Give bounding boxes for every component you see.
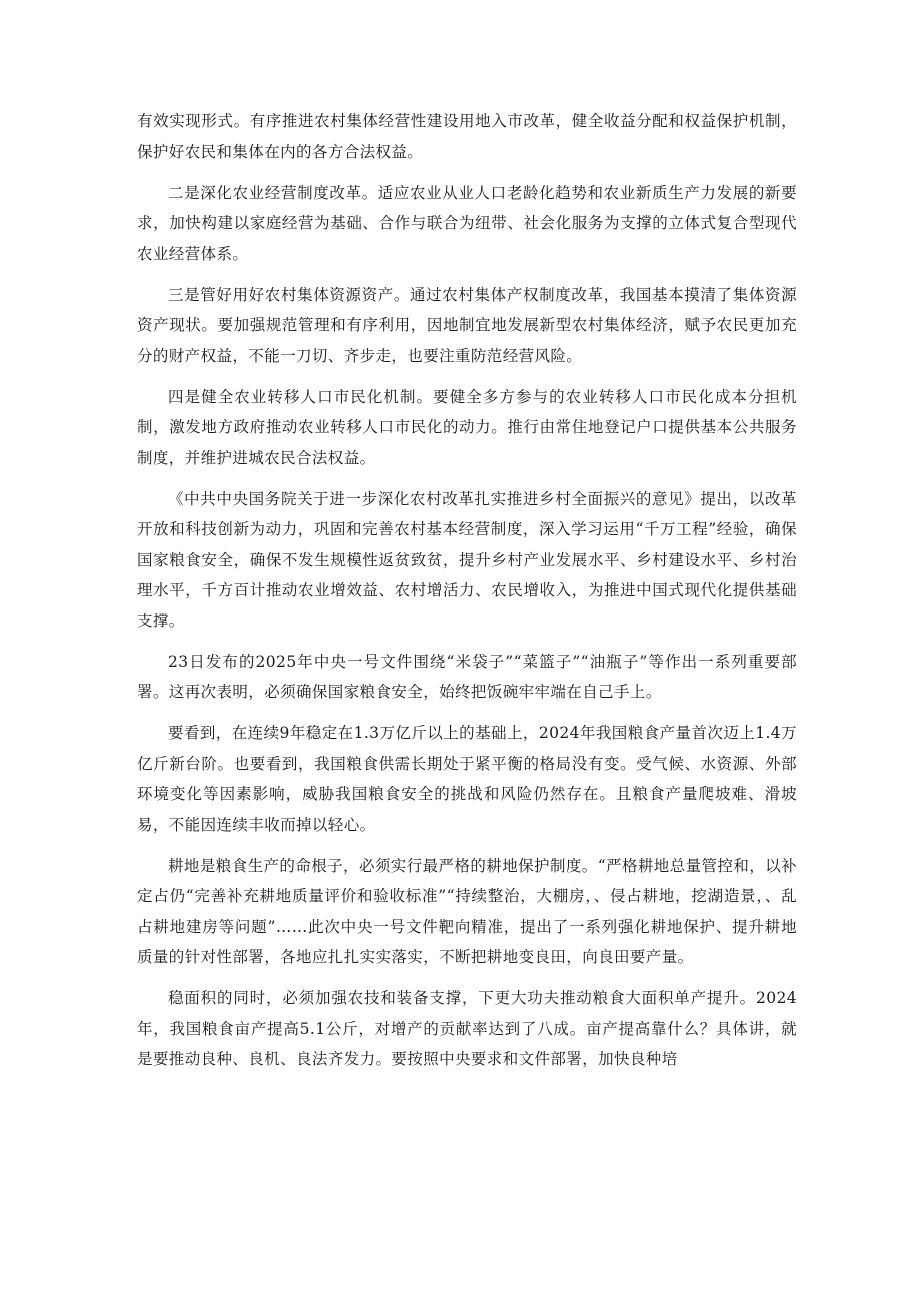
paragraph-6: 23日发布的2025年中央一号文件围绕“米袋子”“菜篮子”“油瓶子”等作出一系列重要部署。这再次表明，必须确保国家粮食安全，始终把饭碗牢牢端在自己手上。	[137, 652, 797, 701]
paragraph-3: 三是管好用好农村集体资源资产。通过农村集体产权制度改革，我国基本摸清了集体资源资产现状。要加强规范管理和有序利用，因地制宜地发展新型农村集体经济，赋予农民更加充分的财产权益，不能一刀切、齐步走，也要注重防范经营风险。	[137, 285, 797, 365]
paragraph-9: 稳面积的同时，必须加强农技和装备支撑，下更大功夫推动粮食大面积单产提升。2024年，我国粮食亩产提高5.1公斤，对增产的贡献率达到了八成。亩产提高靠什么？具体讲，就是要推动良种、良机、良法齐发力。要按照中央要求和文件部署，加快良种培	[137, 989, 797, 1068]
paragraph-8: 耕地是粮食生产的命根子，必须实行最严格的耕地保护制度。“严格耕地总量管控和，以补定占仍“完善补充耕地质量评价和验收标准”“持续整治，大棚房，、侵占耕地，挖湖造景，、乱占耕地建房等问题”……此次中央一号文件靶向精准，提出了一系列强化耕地保护、提升耕地质量的针对性部署，各地应扎扎实实落实，不断把耕地变良田，向良田要产量。	[137, 856, 797, 966]
paragraph-5: 《中共中央国务院关于进一步深化农村改革扎实推进乡村全面振兴的意见》提出，以改革开放和科技创新为动力，巩固和完善农村基本经营制度，深入学习运用“千万工程”经验，确保国家粮食安全，确保不发生规模性返贫致贫，提升乡村产业发展水平、乡村建设水平、乡村治理水平，千方百计推动农业增效益、农村增活力、农民增收入，为推进中国式现代化提供基础支撑。	[137, 489, 797, 630]
paragraph-1: 有效实现形式。有序推进农村集体经营性建设用地入市改革，健全收益分配和权益保护机制，保护好农民和集体在内的各方合法权益。	[137, 112, 797, 161]
paragraph-2: 二是深化农业经营制度改革。适应农业从业人口老龄化趋势和农业新质生产力发展的新要求，加快构建以家庭经营为基础、合作与联合为纽带、社会化服务为支撑的立体式复合型现代农业经营体系。	[137, 183, 797, 263]
paragraph-7: 要看到，在连续9年稳定在1.3万亿斤以上的基础上，2024年我国粮食产量首次迈上1.4万亿斤新台阶。也要看到，我国粮食供需长期处于紧平衡的格局没有变。受气候、水资源、外部环境变化等因素影响，威胁我国粮食安全的挑战和风险仍然存在。且粮食产量爬坡难、滑坡易，不能因连续丰收而掉以轻心。	[137, 724, 797, 834]
document-body	[137, 106, 797, 1075]
paragraph-4: 四是健全农业转移人口市民化机制。要健全多方参与的农业转移人口市民化成本分担机制，激发地方政府推动农业转移人口市民化的动力。推行由常住地登记户口提供基本公共服务制度，并维护进城农民合法权益。	[137, 387, 797, 467]
